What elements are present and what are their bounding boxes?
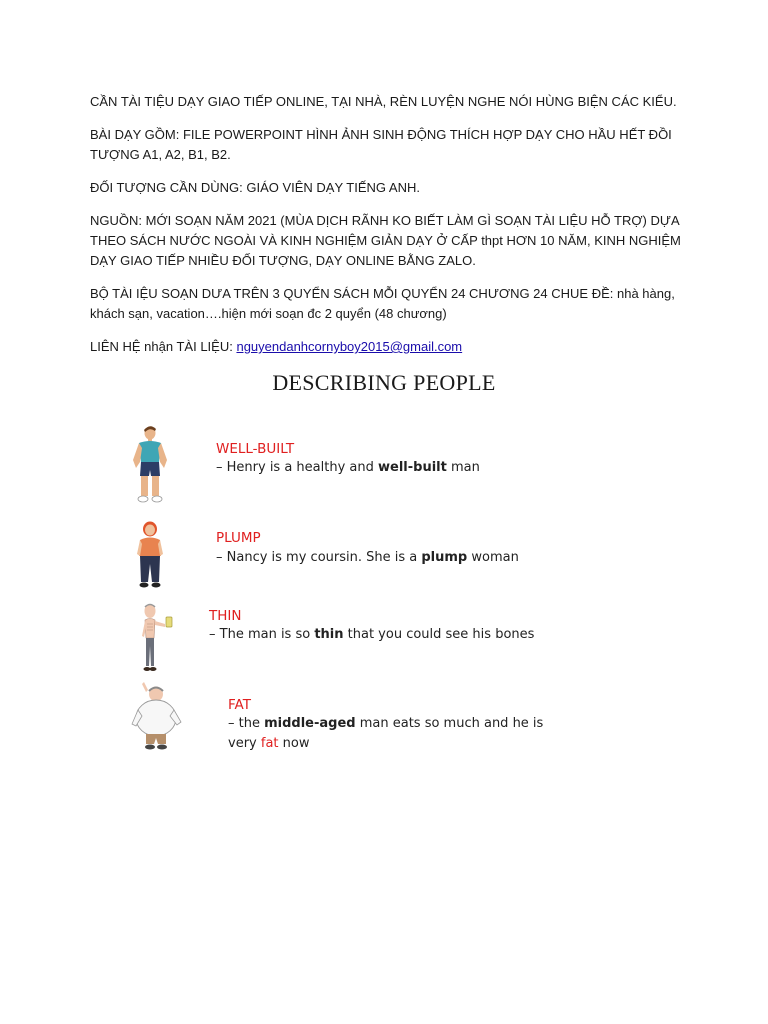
sentence-well-built (216, 458, 480, 477)
word-plump: PLUMP (216, 530, 261, 546)
sentence-text: – The man is so (209, 627, 315, 642)
intro-paragraph-1: CẦN TÀI TIỆU DẠY GIAO TIẾP ONLINE, TẠI NHÀ, RÈN LUYỆN NGHE NÓI HÙNG BIỆN CÁC KIỂU. (90, 94, 677, 109)
sentence-plump (216, 548, 519, 567)
sentence-text: now (278, 736, 310, 751)
intro-paragraph-2: BÀI DẠY GỒM: FILE POWERPOINT HÌNH ẢNH SINH ĐỘNG THÍCH HỢP DẠY CHO HẦU HẾT ĐỒI TƯỢNG A1, A2, B1, B2. (90, 127, 672, 162)
sentence-bold: plump (421, 550, 468, 565)
intro-paragraph-5: BỘ TÀI IỆU SOẠN DƯA TRÊN 3 QUYỂN SÁCH MỖI QUYỂN 24 CHƯƠNG 24 CHUE ĐỀ: nhà hàng, khách sạn, vacation….hiện mới soạn đc 2 quyển (48 chương) (90, 286, 675, 321)
email-link[interactable]: nguyendanhcornyboy2015@gmail.com (236, 339, 463, 354)
contact-line (90, 337, 690, 357)
word-thin: THIN (209, 608, 242, 624)
intro-paragraph-4: NGUỒN: MỚI SOẠN NĂM 2021 (MÙA DỊCH RÃNH KO BIẾT LÀM GÌ SOẠN TÀI LIỆU HỖ TRỢ) DỰA THEO SÁCH NƯỚC NGOÀI VÀ KINH NGHIỆM GIẢN DẠY Ở CẤP thpt HƠN 10 NĂM, KINH NGHIỆM DẠY GIAO TIẾP NHIỀU ĐỐI TƯỢNG, DẠY ONLINE BẰNG ZALO. (90, 213, 681, 268)
sentence-text: woman (467, 550, 519, 565)
word-fat: FAT (228, 697, 251, 713)
plump-woman-figure (134, 520, 166, 590)
sentence-text: man (446, 460, 480, 475)
contact-label: LIÊN HỆ nhận TÀI LIỆU: (90, 339, 233, 354)
sentence-text: – Henry is a healthy and (216, 460, 378, 475)
sentence-text: man eats so much and he is (355, 716, 544, 731)
sentence-bold: well-built (378, 460, 447, 475)
word-well-built: WELL-BUILT (216, 441, 295, 457)
sentence-fat (228, 714, 543, 733)
thin-man-figure (133, 602, 177, 678)
sentence-highlight: fat (260, 736, 279, 751)
sentence-thin (209, 625, 534, 644)
sentence-fat-line-2 (228, 734, 309, 753)
sentence-text: that you could see his bones (343, 627, 535, 642)
intro-paragraph-3: ĐỐI TƯỢNG CẦN DÙNG: GIÁO VIÊN DẠY TIẾNG ANH. (90, 180, 420, 195)
well-built-man-figure (128, 424, 172, 506)
sentence-bold: thin (314, 627, 344, 642)
sentence-text: – Nancy is my coursin. She is a (216, 550, 422, 565)
fat-man-figure (126, 680, 184, 752)
page-title: DESCRIBING PEOPLE (272, 370, 496, 395)
sentence-bold: middle-aged (264, 716, 356, 731)
sentence-text: very (228, 736, 261, 751)
sentence-text: – the (228, 716, 265, 731)
